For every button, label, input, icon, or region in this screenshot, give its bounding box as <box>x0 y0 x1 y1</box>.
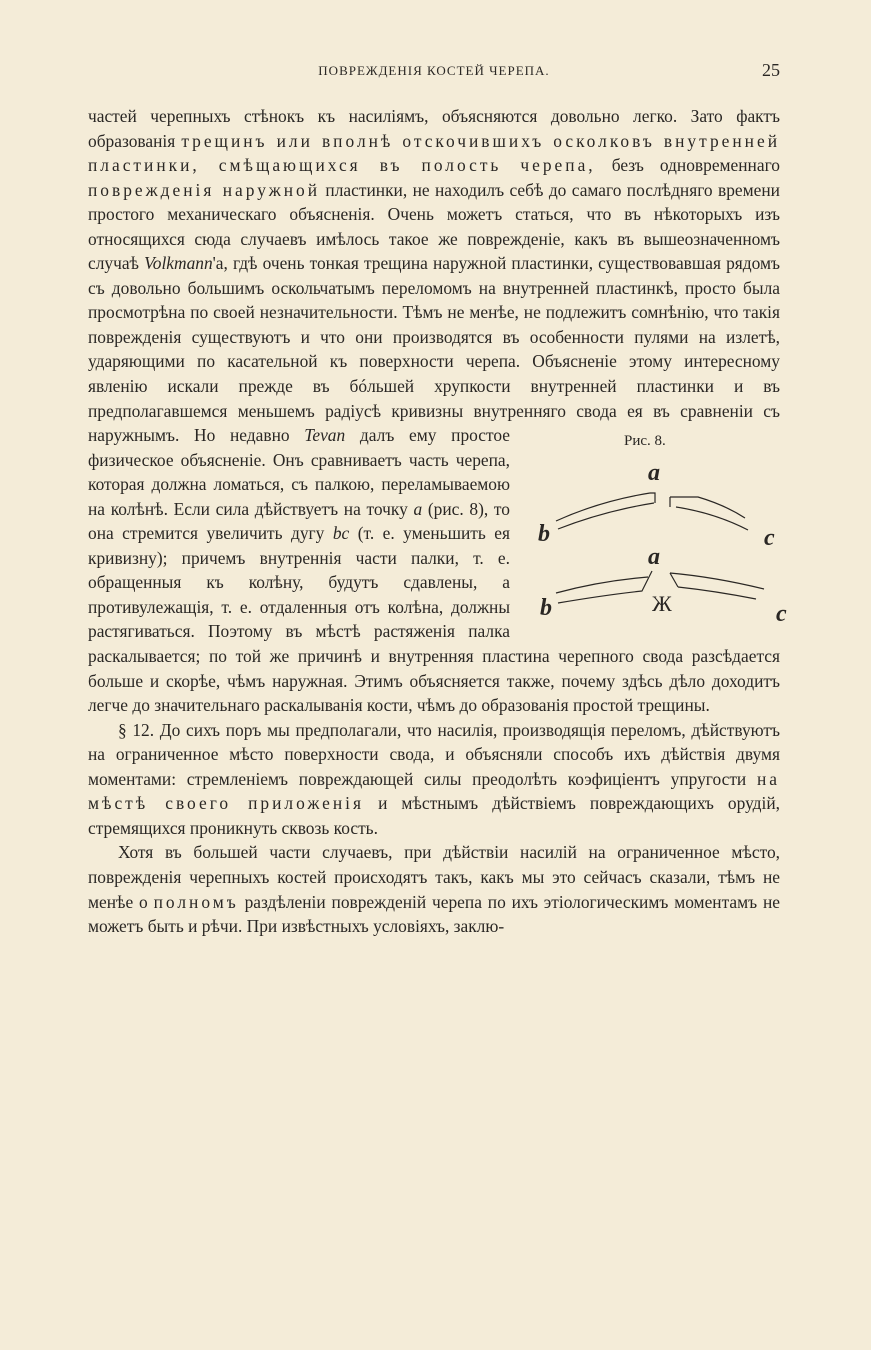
page-number: 25 <box>762 60 780 80</box>
spaced-text: трещинъ или вполнѣ отскочившихъ осколковъ внутренней пластинки, смѣщающихся въ полость черепа, <box>88 130 780 176</box>
figure-label-c-bottom: c <box>776 601 787 628</box>
bent-bone-top <box>556 493 748 530</box>
figure-caption: Рис. 8. <box>624 433 666 450</box>
body-text <box>88 104 787 939</box>
figure-label-a-top: a <box>648 460 660 487</box>
text-run: (т. е. уменьшить ея кривизну); причемъ внутреннія части палки, т. е. обращенныя къ колѣну, будутъ сдавлены, а противулежащія, т. е. отдаленныя отъ колѣна, должны растягиваться. Поэтому въ мѣстѣ растяженія палка раскалывается; по той же причинѣ и внутренняя пластина черепного свода разсѣдается больше и скорѣе, чѣмъ наружная. Этимъ объясняется также, почему здѣсь дѣло доходитъ легче до значительнаго раскалыванія кости, чѣмъ до образованія простой трещины. <box>88 523 780 716</box>
point-a-reference: a <box>413 498 423 519</box>
text-run: далъ ему простое физическое объясненіе. Онъ сравниваетъ часть черепа, которая должна ломаться, съ палкою, переламываемою на колѣнѣ. Если сила дѣйствуетъ на точку <box>88 425 511 519</box>
text-run: безъ одновременнаго <box>595 155 780 176</box>
text-run: 'а, гдѣ очень тонкая трещина наружной пластинки, существовавшая рядомъ съ довольно большимъ оскольчатымъ переломомъ на внутренней пластинкѣ, просто была просмотрѣна по своей незначительности. Тѣмъ не менѣе, не подлежитъ сомнѣнію, что такія поврежденія существуютъ и что они производятся въ особенности пулями на излетѣ, ударяющими по касательной къ поверхности черепа. Объясненіе этому интересному явленію искали прежде въ бóльшей хрупкости внутренней пластинки и въ предполагавшемся меньшемъ радіусѣ кривизны внутренняго свода ея въ сравненіи съ наружнымъ. Но недавно <box>88 253 780 446</box>
text-run: частей черепныхъ стѣнокъ къ насиліямъ, объясняются довольно легко. Зато фактъ образованія <box>88 106 780 151</box>
running-head: ПОВРЕЖДЕНІЯ КОСТЕЙ ЧЕРЕПА. <box>318 63 550 78</box>
arc-bc-reference: bc <box>332 523 350 544</box>
spaced-text: полномъ <box>153 891 239 912</box>
text-run: Хотя въ большей части случаевъ, при дѣйствіи насилій на ограниченное мѣсто, поврежденія черепныхъ костей происходятъ такъ, какъ мы это сейчасъ сказали, тѣмъ не менѣе о <box>88 842 780 912</box>
paragraph-2 <box>88 718 780 841</box>
text-run: (рис. 8), то она стремится увеличить дугу <box>88 498 510 544</box>
figure-label-b-top: b <box>538 521 550 548</box>
figure-8 <box>520 423 790 635</box>
figure-label-c-top: c <box>764 525 775 552</box>
spaced-text: поврежденія наружной <box>88 179 321 200</box>
author-name-tevan: Tevan <box>304 425 346 446</box>
figure-8-drawing <box>520 423 790 635</box>
text-run: § 12. До сихъ поръ мы предполагали, что насилія, производящія переломъ, дѣйствуютъ на ограниченное мѣсто поверхности свода, и объясняли способъ ихъ дѣйствія двумя моментами: стремленіемъ повреждающей силы преодолѣть коэфиціентъ упругости <box>88 719 780 789</box>
text-run: пластинки, не находилъ себѣ до самаго послѣдняго времени простого механическаго объясненія. Очень можетъ статься, что въ нѣкоторыхъ изъ относящихся сюда случаевъ имѣлось такое же поврежденіе, какъ въ вышеозначенномъ случаѣ <box>88 179 780 274</box>
figure-label-zh: Ж <box>652 591 672 617</box>
spaced-text: на мѣстѣ своего приложенія <box>88 768 780 814</box>
page-header <box>88 60 780 84</box>
author-name-volkmann: Volkmann <box>144 253 213 274</box>
figure-label-a-bottom: a <box>648 544 660 571</box>
paragraph-1 <box>88 104 787 718</box>
text-run: раздѣленіи поврежденій черепа по ихъ этіологическимъ моментамъ не можетъ быть и рѣчи. При извѣстныхъ условіяхъ, заклю- <box>88 891 780 937</box>
text-run: и мѣстнымъ дѣйствіемъ повреждающихъ орудій, стремящихся проникнуть сквозь кость. <box>88 793 780 838</box>
figure-label-b-bottom: b <box>540 595 552 622</box>
paragraph-3 <box>88 840 780 938</box>
